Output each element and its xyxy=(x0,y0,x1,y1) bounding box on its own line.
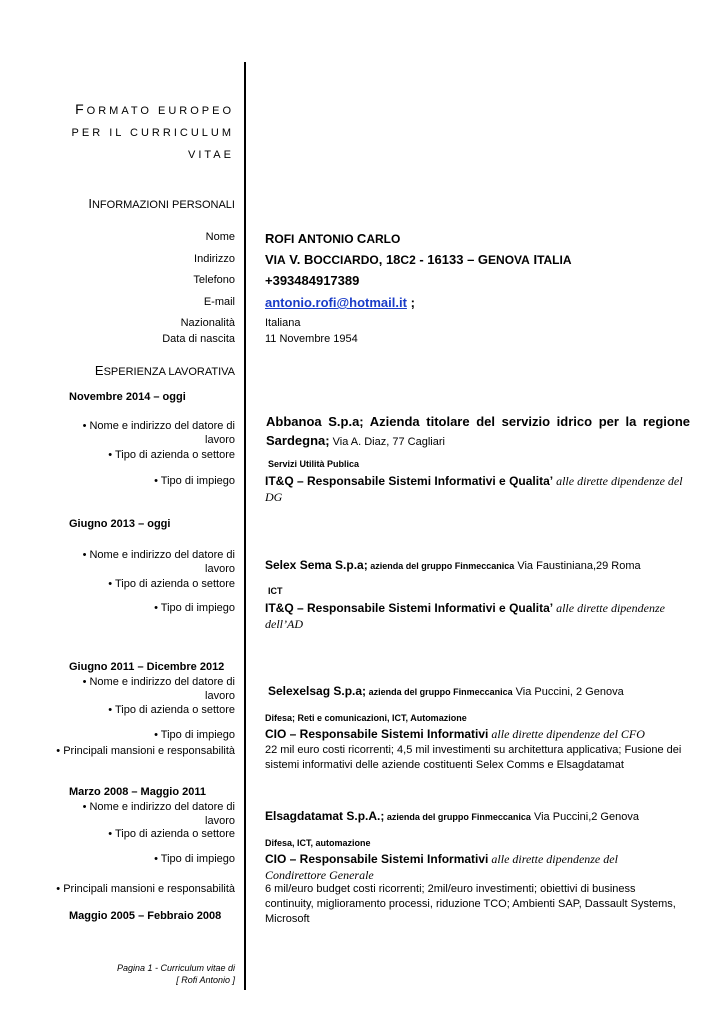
job-4-label-duties: • Principali mansioni e responsabilità xyxy=(56,883,235,895)
job-3-label-job: • Tipo di impiego xyxy=(154,729,235,741)
job-1-label-job: • Tipo di impiego xyxy=(154,475,235,487)
job-5-period: Maggio 2005 – Febbraio 2008 xyxy=(69,910,222,922)
job-1-role: IT&Q – Responsabile Sistemi Informativi e Qualita’ alle dirette dipendenze del DG xyxy=(265,474,683,504)
page-footer: Pagina 1 - Curriculum vitae di [ Rofi Antonio ] xyxy=(116,963,235,985)
value-data-nascita: 11 Novembre 1954 xyxy=(265,333,358,345)
job-2-employer: Selex Sema S.p.a; azienda del gruppo Finmeccanica Via Faustiniana,29 Roma xyxy=(265,558,641,572)
value-indirizzo: VIA V. BOCCIARDO, 18C2 - 16133 – GENOVA ITALIA xyxy=(265,252,572,267)
job-3-label-duties: • Principali mansioni e responsabilità xyxy=(56,745,235,757)
value-nome: ROFI ANTONIO CARLO xyxy=(265,231,401,246)
cv-title xyxy=(60,98,234,166)
job-3-employer: Selexelsag S.p.a; azienda del gruppo Finmeccanica Via Puccini, 2 Genova xyxy=(268,684,624,698)
label-nazionalita: Nazionalità xyxy=(180,317,235,329)
job-2-sector: ICT xyxy=(268,586,283,596)
job-1-label-sector: • Tipo di azienda o settore xyxy=(108,449,235,461)
job-3-sector: Difesa; Reti e comunicazioni, ICT, Automazione xyxy=(265,713,467,723)
job-4-role: CIO – Responsabile Sistemi Informativi alle dirette dipendenze del Condirettore Generale xyxy=(265,852,618,882)
value-nazionalita: Italiana xyxy=(265,317,301,329)
job-3-role: CIO – Responsabile Sistemi Informativi alle dirette dipendenze del CFO xyxy=(265,727,645,741)
job-4-sector: Difesa, ICT, automazione xyxy=(265,838,371,848)
column-divider xyxy=(244,62,246,990)
job-2-label-employer: • Nome e indirizzo del datore di lavoro xyxy=(82,549,235,575)
job-3-label-employer: • Nome e indirizzo del datore di lavoro xyxy=(82,676,235,702)
label-indirizzo: Indirizzo xyxy=(194,253,235,265)
job-3-period: Giugno 2011 – Dicembre 2012 xyxy=(69,661,225,673)
job-2-label-job: • Tipo di impiego xyxy=(154,602,235,614)
job-2-period: Giugno 2013 – oggi xyxy=(69,518,171,530)
job-4-employer: Elsagdatamat S.p.A.; azienda del gruppo Finmeccanica Via Puccini,2 Genova xyxy=(265,809,639,823)
job-1-employer: Abbanoa S.p.a; Azienda titolare del servizio idrico per la regione Sardegna; Via A. Diaz, 77 Cagliari xyxy=(266,414,690,448)
job-4-period: Marzo 2008 – Maggio 2011 xyxy=(69,786,206,798)
job-2-role: IT&Q – Responsabile Sistemi Informativi e Qualita’ alle dirette dipendenze dell’AD xyxy=(265,601,665,631)
label-data-nascita: Data di nascita xyxy=(162,333,235,345)
label-telefono: Telefono xyxy=(193,274,235,286)
section-heading-personal: INFORMAZIONI PERSONALI xyxy=(88,196,235,211)
job-3-label-sector: • Tipo di azienda o settore xyxy=(108,704,235,716)
job-4-duties: 6 mil/euro budget costi ricorrenti; 2mil/euro investimenti; obiettivi di business continuity, miglioramento processi, riduzione TCO; Ambienti SAP, Dassault Systems, Microsoft xyxy=(265,883,676,925)
job-1-period: Novembre 2014 – oggi xyxy=(69,391,186,403)
value-email: antonio.rofi@hotmail.it ; xyxy=(265,295,415,310)
job-2-label-sector: • Tipo di azienda o settore xyxy=(108,578,235,590)
job-4-label-sector: • Tipo di azienda o settore xyxy=(108,828,235,840)
section-heading-experience: ESPERIENZA LAVORATIVA xyxy=(94,363,235,378)
job-3-duties: 22 mil euro costi ricorrenti; 4,5 mil investimenti su architettura applicativa; Fusione dei sistemi informativi delle aziende costituenti Selex Comms e Elsagdatamat xyxy=(265,744,682,771)
label-nome: Nome xyxy=(205,231,235,243)
email-link[interactable]: antonio.rofi@hotmail.it xyxy=(265,295,407,310)
job-4-label-job: • Tipo di impiego xyxy=(154,853,235,865)
label-email: E-mail xyxy=(203,296,235,308)
title-line-1: FORMATO EUROPEO xyxy=(75,101,234,117)
value-telefono: +393484917389 xyxy=(265,273,360,288)
job-4-label-employer: • Nome e indirizzo del datore di lavoro xyxy=(82,801,235,827)
title-line-3: VITAE xyxy=(188,149,234,161)
job-1-sector: Servizi Utilità Publica xyxy=(268,459,360,469)
job-1-label-employer: • Nome e indirizzo del datore di lavoro xyxy=(82,420,235,446)
title-line-2: PER IL CURRICULUM xyxy=(71,127,234,139)
